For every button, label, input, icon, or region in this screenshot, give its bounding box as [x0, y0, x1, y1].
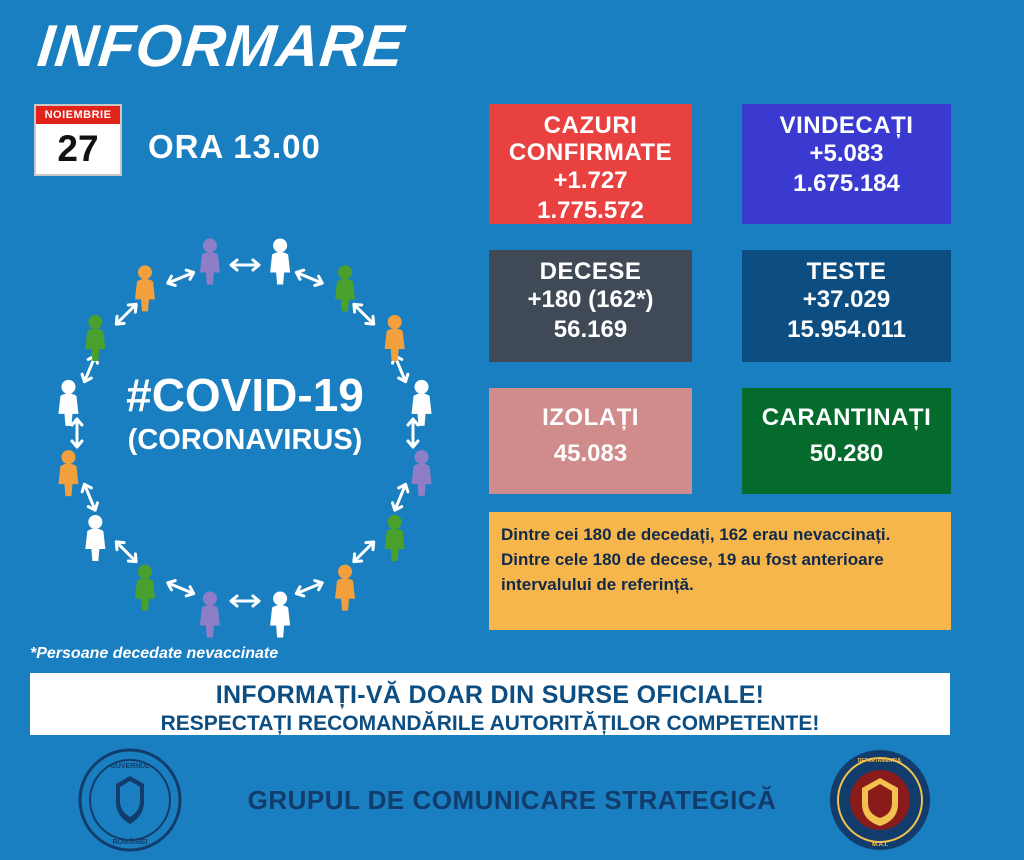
calendar-month: NOIEMBRIE — [36, 106, 120, 124]
stat-total-isolated: 45.083 — [553, 440, 628, 467]
stat-total-recovered: 1.675.184 — [793, 170, 900, 197]
stat-title-quarantined: CARANTINAȚI — [761, 404, 932, 431]
footnote: *Persoane decedate nevaccinate — [30, 645, 279, 662]
stat-card-deaths — [489, 250, 692, 362]
note-line-1: Dintre cei 180 de decedați, 162 erau nevaccinați. — [501, 525, 891, 544]
circle-center-label — [30, 368, 460, 457]
svg-text:M.A.I.: M.A.I. — [872, 842, 888, 848]
footer-organization-label: GRUPUL DE COMUNICARE STRATEGICĂ — [247, 785, 777, 815]
note-line-2: Dintre cele 180 de decese, 19 au fost anterioare intervalului de referință. — [501, 550, 884, 594]
stat-delta-deaths: +180 (162*) — [527, 286, 654, 313]
stat-total-confirmed-cases: 1.775.572 — [537, 197, 644, 224]
stat-total-deaths: 56.169 — [553, 316, 628, 343]
banner-line-1: INFORMAȚI-VĂ DOAR DIN SURSE OFICIALE! — [215, 681, 765, 709]
stat-delta-tests: +37.029 — [802, 286, 891, 313]
svg-text:DEPARTAMENTUL: DEPARTAMENTUL — [857, 758, 903, 764]
calendar-badge — [34, 104, 122, 176]
stat-title-isolated: IZOLAȚI — [542, 404, 639, 431]
stat-title-confirmed-cases-line2: CONFIRMATE — [508, 139, 673, 166]
stat-total-tests: 15.954.011 — [787, 316, 906, 343]
hour-label: ORA 13.00 — [148, 128, 321, 165]
stat-delta-confirmed-cases: +1.727 — [553, 167, 628, 194]
official-sources-banner — [30, 673, 950, 735]
stat-card-tests — [742, 250, 951, 362]
stat-title-tests: TESTE — [806, 258, 887, 285]
stat-card-confirmed-cases — [489, 104, 692, 224]
covid-hashtag: #COVID-19 — [126, 369, 364, 421]
stat-title-deaths: DECESE — [539, 258, 642, 285]
stat-card-quarantined — [742, 388, 951, 494]
stat-card-recovered — [742, 104, 951, 224]
note-box — [489, 512, 951, 630]
stat-title-confirmed-cases-line1: CAZURI — [543, 112, 638, 139]
page-title: INFORMARE — [34, 13, 408, 79]
banner-line-2: RESPECTAȚI RECOMANDĂRILE AUTORITĂȚILOR COMPETENTE! — [160, 712, 820, 735]
stat-card-isolated — [489, 388, 692, 494]
svg-text:GUVERNUL: GUVERNUL — [110, 763, 150, 770]
calendar-day: 27 — [57, 128, 99, 169]
stat-delta-recovered: +5.083 — [809, 140, 884, 167]
svg-text:ROMÂNIEI: ROMÂNIEI — [112, 839, 148, 846]
people-circle-graphic — [30, 218, 460, 648]
stat-title-recovered: VINDECAȚI — [779, 112, 914, 139]
coronavirus-subtitle: (CORONAVIRUS) — [127, 424, 363, 456]
stat-total-quarantined: 50.280 — [809, 440, 884, 467]
